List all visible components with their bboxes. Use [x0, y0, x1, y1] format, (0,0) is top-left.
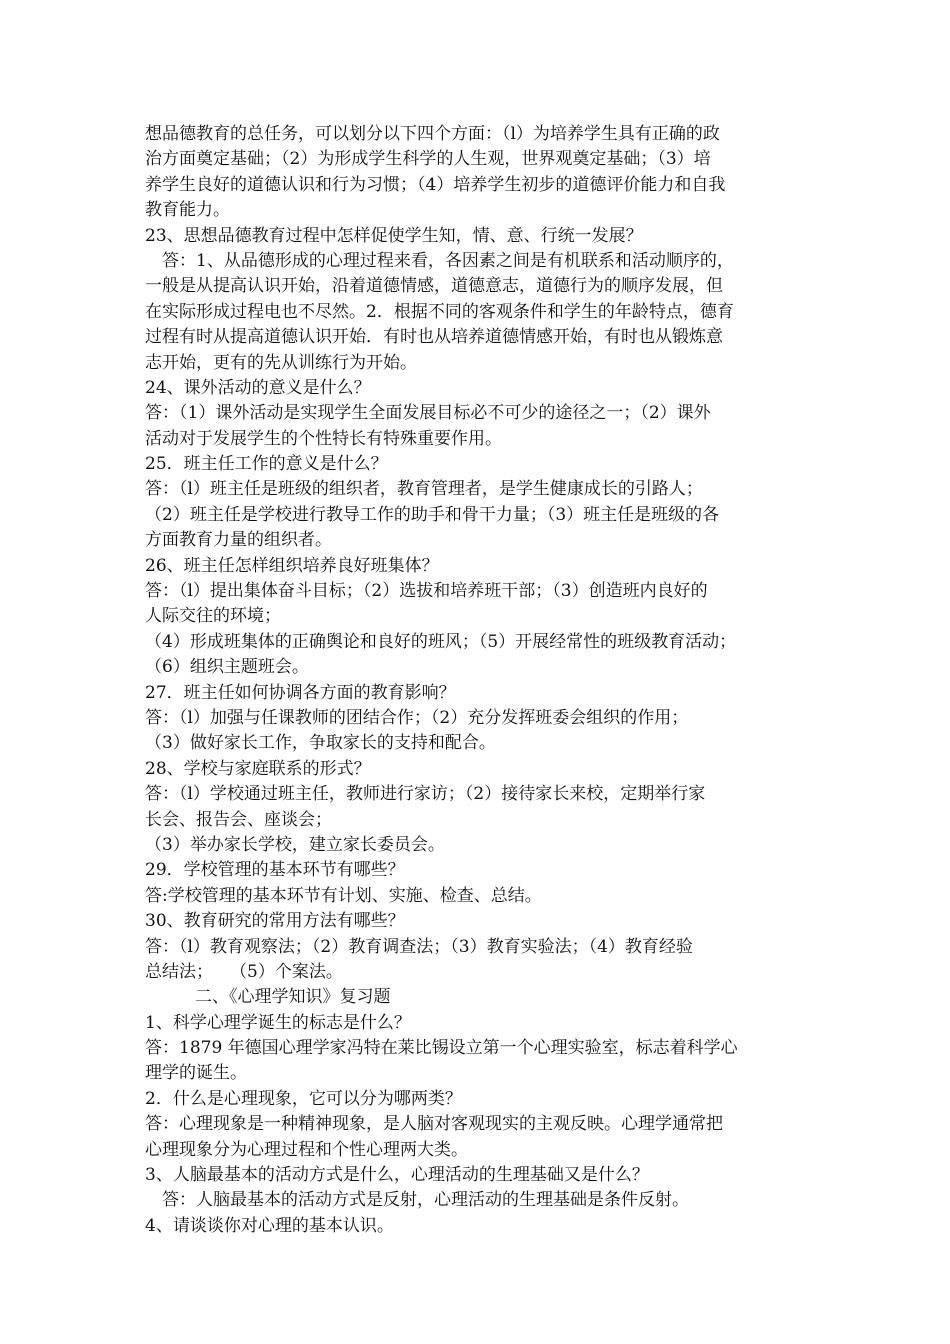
- text-line: 23、思想品德教育过程中怎样促使学生知，情、意、行统一发展？: [145, 225, 643, 246]
- text-line: 方面教育力量的组织者。: [145, 530, 332, 551]
- text-line: 3、人脑最基本的活动方式是什么，心理活动的生理基础又是什么？: [145, 1165, 649, 1186]
- text-line: 在实际形成过程电也不尽然。2．根据不同的客观条件和学生的年龄特点，德育: [145, 301, 734, 322]
- document-body: [145, 122, 825, 1239]
- text-line: 答：（l）提出集体奋斗目标；（2）选拔和培养班干部；（3）创造班内良好的: [145, 581, 708, 602]
- text-line: 答：1879 年德国心理学家冯特在莱比锡设立第一个心理实验室，标志着科学心: [145, 1038, 738, 1059]
- text-line: 答：（l）教育观察法；（2）教育调查法；（3）教育实验法；（4）教育经验: [145, 936, 693, 957]
- text-line: 志开始，更有的先从训练行为开始。: [145, 352, 417, 373]
- text-line: 理学的诞生。: [145, 1063, 247, 1084]
- text-line: 教育能力。: [145, 200, 230, 221]
- text-line: 28、学校与家庭联系的形式？: [145, 758, 371, 779]
- text-line: 2．什么是心理现象，它可以分为哪两类？: [145, 1088, 462, 1109]
- text-line: 治方面奠定基础；（2）为形成学生科学的人生观，世界观奠定基础；（3）培: [145, 149, 711, 170]
- text-line: 过程有时从提高道德认识开始．有时也从培养道德情感开始，有时也从锻炼意: [145, 327, 723, 348]
- text-line: （3）做好家长工作，争取家长的支持和配合。: [145, 733, 496, 754]
- text-line: 人际交往的环境；: [145, 606, 281, 627]
- text-line: 答:学校管理的基本环节有计划、实施、检查、总结。: [145, 885, 542, 906]
- text-line: 答：1、从品德形成的心理过程来看，各因素之间是有机联系和活动顺序的，: [162, 250, 734, 271]
- text-line: （2）班主任是学校进行教导工作的助手和骨干力量；（3）班主任是班级的各: [145, 504, 720, 525]
- text-line: （4）形成班集体的正确舆论和良好的班风；（5）开展经常性的班级教育活动；: [145, 631, 737, 652]
- text-line: 26、班主任怎样组织培养良好班集体？: [145, 555, 439, 576]
- text-line: 4、请谈谈你对心理的基本认识。: [145, 1215, 394, 1236]
- text-line: 答：（1）课外活动是实现学生全面发展目标必不可少的途径之一；（2）课外: [145, 403, 711, 424]
- text-line: 30、教育研究的常用方法有哪些？: [145, 911, 405, 932]
- text-line: 1、科学心理学诞生的标志是什么？: [145, 1012, 411, 1033]
- text-line: 总结法； （5）个案法。: [145, 961, 343, 982]
- text-line: 二、《心理学知识》复习题: [195, 987, 391, 1008]
- text-line: 24、课外活动的意义是什么？: [145, 377, 371, 398]
- text-line: 一般是从提高认识开始，沿着道德情感，道德意志，道德行为的顺序发展，但: [145, 276, 723, 297]
- text-line: 27．班主任如何协调各方面的教育影响？: [145, 682, 456, 703]
- text-line: （6）组织主题班会。: [145, 657, 309, 678]
- text-line: 答：人脑最基本的活动方式是反射，心理活动的生理基础是条件反射。: [162, 1190, 689, 1211]
- text-line: 想品德教育的总任务，可以划分以下四个方面：（l）为培养学生具有正确的政: [145, 124, 720, 144]
- text-line: 29．学校管理的基本环节有哪些？: [145, 860, 405, 881]
- text-line: 25．班主任工作的意义是什么？: [145, 454, 388, 475]
- text-line: 长会、报告会、座谈会；: [145, 809, 332, 830]
- text-line: 养学生良好的道德认识和行为习惯；（4）培养学生初步的道德评价能力和自我: [145, 174, 726, 195]
- text-line: 答：（l）班主任是班级的组织者，教育管理者，是学生健康成长的引路人；: [145, 479, 703, 500]
- text-line: 活动对于发展学生的个性特长有特殊重要作用。: [145, 428, 502, 449]
- text-line: （3）举办家长学校，建立家长委员会。: [145, 834, 445, 855]
- text-line: 答：心理现象是一种精神现象，是人脑对客观现实的主观反映。心理学通常把: [145, 1114, 723, 1135]
- text-line: 答：（l）加强与任课教师的团结合作；（2）充分发挥班委会组织的作用；: [145, 707, 689, 728]
- text-line: 答：（l）学校通过班主任，教师进行家访；（2）接待家长来校，定期举行家: [145, 784, 706, 805]
- text-line: 心理现象分为心理过程和个性心理两大类。: [145, 1139, 468, 1160]
